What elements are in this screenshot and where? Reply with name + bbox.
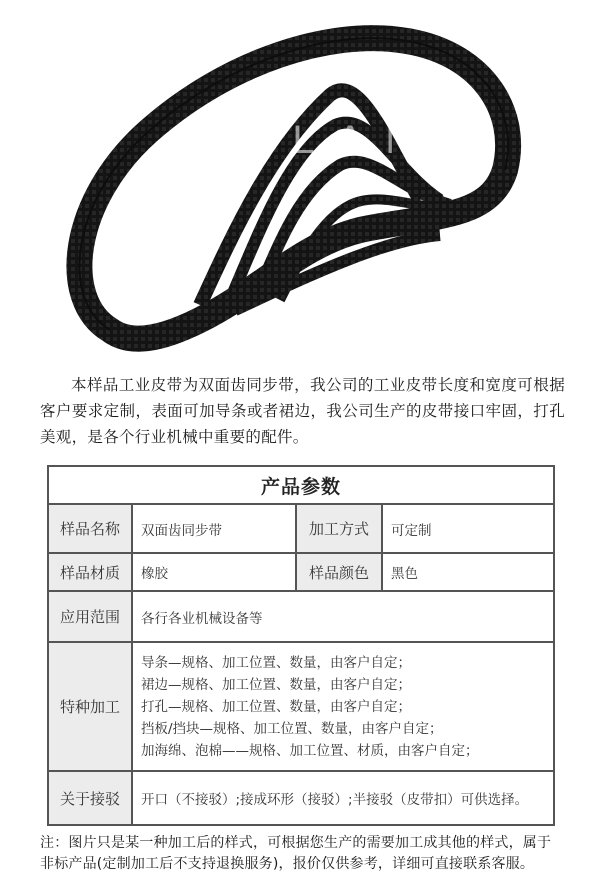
- value-special-processing: [132, 642, 554, 771]
- value-application: 各行各业机械设备等: [132, 591, 554, 642]
- table-row: [48, 591, 554, 642]
- list-item: 打孔—规格、加工位置、数量，由客户自定；: [141, 698, 411, 715]
- value-color: 黑色: [382, 553, 554, 591]
- list-item: 加海绵、泡棉——规格、加工位置、材质，由客户自定；: [141, 742, 479, 759]
- intro-paragraph: [40, 372, 565, 450]
- product-params-table: [47, 465, 555, 826]
- timing-belt-illustration: [0, 0, 600, 360]
- value-processing-method: 可定制: [382, 504, 554, 553]
- list-item: 裙边—规格、加工位置、数量，由客户自定；: [141, 676, 411, 693]
- list-item: 挡板/挡块—规格、加工位置、数量，由客户自定；: [141, 720, 443, 737]
- table-row: [48, 642, 554, 771]
- table-title: 产品参数: [48, 466, 554, 504]
- note-text: 注：图片只是某一种加工后的样式，可根据您生产的需要加工成其他的样式，属于非标产品(定制加工后不支持退换服务)，报价仅供参考，详细可直接联系客服。: [40, 835, 552, 872]
- intro-text: 本样品工业皮带为双面齿同步带，我公司的工业皮带长度和宽度可根据客户要求定制，表面可加导条或者裙边，我公司生产的皮带接口牢固，打孔美观，是各个行业机械中重要的配件。: [40, 376, 565, 446]
- special-processing-list: [141, 648, 553, 766]
- value-sample-name: 双面齿同步带: [132, 504, 296, 553]
- label-sample-name: 样品名称: [48, 504, 132, 553]
- product-image: [0, 0, 600, 360]
- list-item: 导条—规格、加工位置、数量，由客户自定；: [141, 654, 411, 671]
- label-material: 样品材质: [48, 553, 132, 591]
- value-joining: 开口（不接驳）;接成环形（接驳）;半接驳（皮带扣）可供选择。: [132, 771, 554, 825]
- label-color: 样品颜色: [296, 553, 382, 591]
- table-row: [48, 771, 554, 825]
- value-material: 橡胶: [132, 553, 296, 591]
- label-joining: 关于接驳: [48, 771, 132, 825]
- table-row: [48, 553, 554, 591]
- label-processing-method: 加工方式: [296, 504, 382, 553]
- table-row: [48, 504, 554, 553]
- watermark: FRLAN: [195, 118, 437, 162]
- label-application: 应用范围: [48, 591, 132, 642]
- label-special-processing: 特种加工: [48, 642, 132, 771]
